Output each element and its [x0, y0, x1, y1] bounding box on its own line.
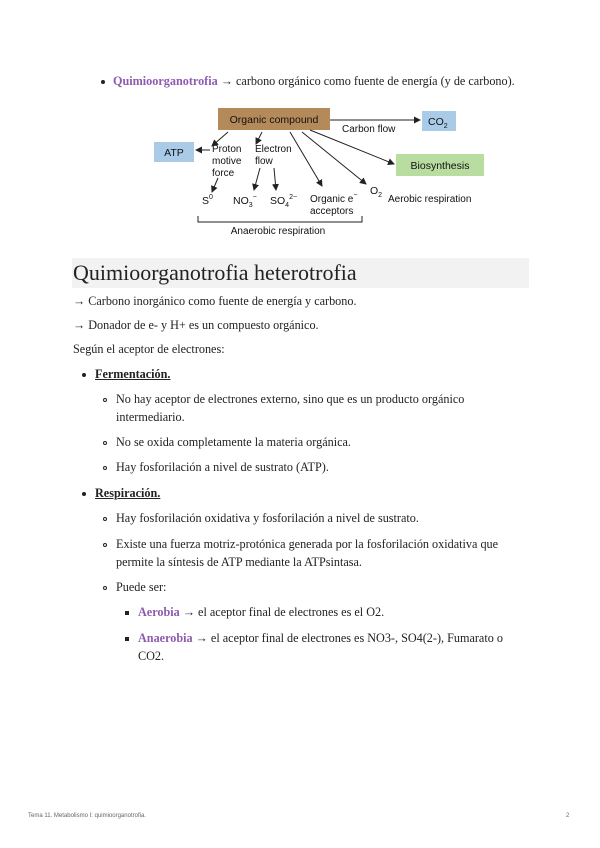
- respiracion-item-2b: permite la síntesis de ATP mediante la ATPsintasa.: [116, 555, 362, 569]
- organic-e-label-2: acceptors: [310, 206, 354, 217]
- anaerobia-term: Anaerobia: [138, 631, 193, 645]
- bullet: [103, 517, 107, 521]
- bullet: [103, 543, 107, 547]
- section-line-3: Según el aceptor de electrones:: [73, 342, 225, 356]
- proton-label-1: Proton: [212, 144, 242, 155]
- anaerobia-line: [138, 629, 503, 647]
- s0-arrow: [212, 178, 218, 192]
- bullet: [125, 611, 129, 615]
- so4-label: $SO_4^{2-}$: [270, 194, 298, 209]
- bullet: [125, 637, 129, 641]
- anaerobic-label: Anaerobic respiration: [230, 226, 326, 237]
- aerobic-label: Aerobic respiration: [388, 194, 472, 205]
- anaerobia-line-2: CO2.: [138, 649, 165, 663]
- section-line-1: → Carbono inorgánico como fuente de energía y carbono.: [73, 294, 357, 308]
- page-number: 2: [566, 813, 570, 819]
- proton-label-2: motive: [212, 156, 242, 167]
- biosynthesis-label: Biosynthesis: [410, 160, 470, 172]
- organic-e-arrow: [290, 132, 322, 186]
- fermentacion-item-1b: intermediario.: [116, 410, 185, 424]
- intro-term: Quimioorganotrofia: [113, 74, 218, 88]
- atp-label: ATP: [164, 147, 184, 159]
- footer-title: Tema 11. Metabolismo I: quimioorganotrofia.: [28, 813, 146, 819]
- bullet: [103, 466, 107, 470]
- no3-label: $NO_3^-$: [233, 194, 257, 209]
- respiracion-item-2: Existe una fuerza motriz-protónica generada por la fosforilación oxidativa que: [116, 537, 499, 551]
- respiracion-item-3: Puede ser:: [116, 580, 167, 594]
- respiracion-label: Respiración.: [95, 486, 161, 500]
- bullet: [82, 492, 86, 496]
- s0-label: $S^0$: [202, 194, 213, 207]
- aerobia-term: Aerobia: [138, 605, 180, 619]
- o2-label: $O_2$: [370, 185, 383, 199]
- bullet: [101, 80, 105, 84]
- electron-label-1: Electron: [255, 144, 292, 155]
- carbon-flow-label: Carbon flow: [342, 124, 396, 135]
- intro-line: [113, 72, 515, 90]
- fermentacion-label: Fermentación.: [95, 367, 171, 381]
- biosynthesis-arrow: [310, 130, 394, 164]
- no3-arrow: [254, 168, 260, 190]
- bullet: [103, 441, 107, 445]
- intro-text: → carbono orgánico como fuente de energía (y de carbono).: [217, 74, 515, 88]
- bullet: [103, 586, 107, 590]
- so4-arrow: [274, 168, 276, 190]
- anaerobia-text: → el aceptor final de electrones es NO3-, SO4(2-), Fumarato o: [192, 631, 503, 645]
- aerobia-line: [138, 603, 384, 621]
- section-title: Quimioorganotrofia heterotrofia: [72, 258, 529, 288]
- fermentacion-item-3: Hay fosforilación a nivel de sustrato (ATP).: [116, 460, 329, 474]
- fermentacion-item-1: No hay aceptor de electrones externo, sino que es un producto orgánico: [116, 392, 465, 406]
- metabolism-diagram: [150, 100, 495, 240]
- fermentacion-item-2: No se oxida completamente la materia orgánica.: [116, 435, 351, 449]
- organic-compound-label: Organic compound: [229, 114, 319, 126]
- bullet: [82, 373, 86, 377]
- aerobia-text: → el aceptor final de electrones es el O2.: [179, 605, 385, 619]
- organic-e-label-1: Organic e−: [310, 192, 358, 205]
- co2-label: $CO_2$: [428, 116, 448, 130]
- proton-label-3: force: [212, 168, 235, 179]
- bullet: [103, 398, 107, 402]
- section-line-2: → Donador de e- y H+ es un compuesto orgánico.: [73, 318, 319, 332]
- electron-arrow: [256, 132, 262, 144]
- electron-label-2: flow: [255, 156, 273, 167]
- respiracion-item-1: Hay fosforilación oxidativa y fosforilación a nivel de sustrato.: [116, 511, 419, 525]
